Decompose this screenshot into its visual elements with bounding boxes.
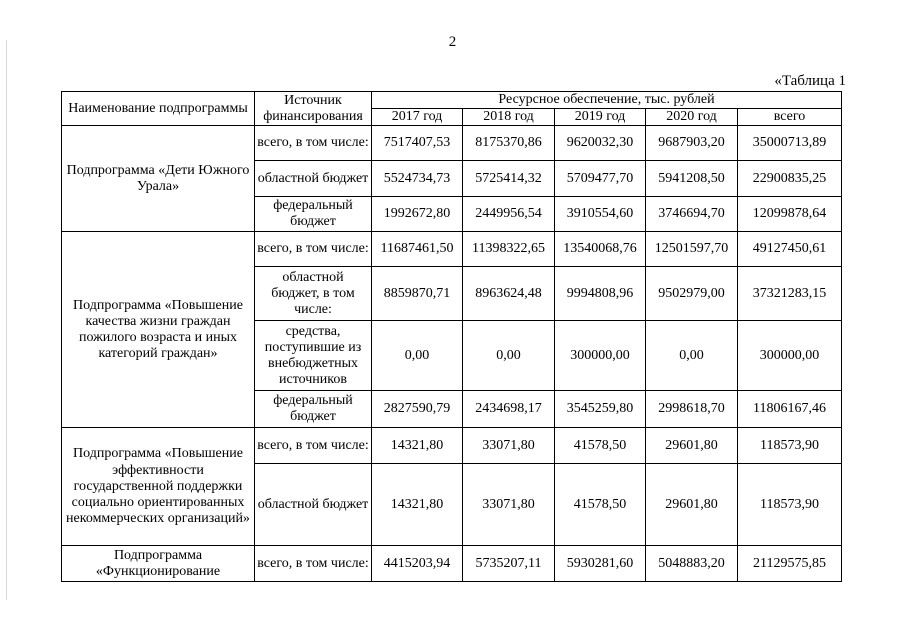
value-cell: 29601,80 bbox=[646, 428, 738, 464]
value-cell: 33071,80 bbox=[463, 464, 555, 546]
header-year: 2018 год bbox=[463, 109, 555, 126]
value-cell: 41578,50 bbox=[555, 428, 646, 464]
funding-source: всего, в том числе: bbox=[255, 546, 372, 582]
value-cell: 118573,90 bbox=[738, 464, 842, 546]
value-cell: 0,00 bbox=[646, 321, 738, 391]
funding-source: всего, в том числе: bbox=[255, 232, 372, 267]
value-cell: 2434698,17 bbox=[463, 391, 555, 428]
funding-source: средства, поступившие из внебюджетных источников bbox=[255, 321, 372, 391]
value-cell: 0,00 bbox=[463, 321, 555, 391]
value-cell: 22900835,25 bbox=[738, 161, 842, 197]
funding-source: федеральный бюджет bbox=[255, 197, 372, 232]
header-year: 2020 год bbox=[646, 109, 738, 126]
header-resources: Ресурсное обеспечение, тыс. рублей bbox=[372, 92, 842, 109]
value-cell: 8963624,48 bbox=[463, 267, 555, 321]
scan-edge-line bbox=[6, 40, 7, 600]
table-row bbox=[62, 428, 842, 464]
subprogram-name: Подпрограмма «Дети Южного Урала» bbox=[62, 126, 255, 232]
header-year: 2017 год bbox=[372, 109, 463, 126]
table-row bbox=[62, 126, 842, 161]
value-cell: 29601,80 bbox=[646, 464, 738, 546]
value-cell: 12501597,70 bbox=[646, 232, 738, 267]
value-cell: 7517407,53 bbox=[372, 126, 463, 161]
value-cell: 37321283,15 bbox=[738, 267, 842, 321]
value-cell: 9502979,00 bbox=[646, 267, 738, 321]
funding-source: областной бюджет, в том числе: bbox=[255, 267, 372, 321]
value-cell: 3910554,60 bbox=[555, 197, 646, 232]
resource-table bbox=[61, 91, 842, 582]
value-cell: 49127450,61 bbox=[738, 232, 842, 267]
value-cell: 3746694,70 bbox=[646, 197, 738, 232]
value-cell: 8175370,86 bbox=[463, 126, 555, 161]
table-row bbox=[62, 546, 842, 582]
value-cell: 14321,80 bbox=[372, 428, 463, 464]
table-caption: «Таблица 1 bbox=[774, 73, 846, 89]
value-cell: 13540068,76 bbox=[555, 232, 646, 267]
value-cell: 5941208,50 bbox=[646, 161, 738, 197]
funding-source: федеральный бюджет bbox=[255, 391, 372, 428]
subprogram-name: Подпрограмма «Повышение качества жизни граждан пожилого возраста и иных категорий граждан» bbox=[62, 232, 255, 428]
value-cell: 300000,00 bbox=[738, 321, 842, 391]
funding-source: областной бюджет bbox=[255, 464, 372, 546]
page-number: 2 bbox=[448, 34, 457, 50]
header-year: 2019 год bbox=[555, 109, 646, 126]
funding-source: областной бюджет bbox=[255, 161, 372, 197]
value-cell: 5709477,70 bbox=[555, 161, 646, 197]
value-cell: 11687461,50 bbox=[372, 232, 463, 267]
value-cell: 118573,90 bbox=[738, 428, 842, 464]
value-cell: 9994808,96 bbox=[555, 267, 646, 321]
table-row bbox=[62, 232, 842, 267]
header-name: Наименование подпрограммы bbox=[62, 92, 255, 126]
page-bottom-margin bbox=[0, 612, 905, 640]
value-cell: 2998618,70 bbox=[646, 391, 738, 428]
subprogram-name: Подпрограмма «Повышение эффективности государственной поддержки социально ориентированных некоммерческих организаций» bbox=[62, 428, 255, 546]
value-cell: 5735207,11 bbox=[463, 546, 555, 582]
value-cell: 5524734,73 bbox=[372, 161, 463, 197]
value-cell: 11806167,46 bbox=[738, 391, 842, 428]
value-cell: 12099878,64 bbox=[738, 197, 842, 232]
value-cell: 5930281,60 bbox=[555, 546, 646, 582]
funding-source: всего, в том числе: bbox=[255, 126, 372, 161]
value-cell: 300000,00 bbox=[555, 321, 646, 391]
value-cell: 41578,50 bbox=[555, 464, 646, 546]
value-cell: 9620032,30 bbox=[555, 126, 646, 161]
value-cell: 1992672,80 bbox=[372, 197, 463, 232]
value-cell: 8859870,71 bbox=[372, 267, 463, 321]
funding-source: всего, в том числе: bbox=[255, 428, 372, 464]
value-cell: 2827590,79 bbox=[372, 391, 463, 428]
subprogram-name: Подпрограмма «Функционирование bbox=[62, 546, 255, 582]
value-cell: 3545259,80 bbox=[555, 391, 646, 428]
value-cell: 2449956,54 bbox=[463, 197, 555, 232]
header-total: всего bbox=[738, 109, 842, 126]
value-cell: 33071,80 bbox=[463, 428, 555, 464]
value-cell: 35000713,89 bbox=[738, 126, 842, 161]
value-cell: 5725414,32 bbox=[463, 161, 555, 197]
value-cell: 14321,80 bbox=[372, 464, 463, 546]
value-cell: 4415203,94 bbox=[372, 546, 463, 582]
value-cell: 0,00 bbox=[372, 321, 463, 391]
value-cell: 9687903,20 bbox=[646, 126, 738, 161]
value-cell: 5048883,20 bbox=[646, 546, 738, 582]
value-cell: 21129575,85 bbox=[738, 546, 842, 582]
value-cell: 11398322,65 bbox=[463, 232, 555, 267]
header-source: Источник финансирования bbox=[255, 92, 372, 126]
